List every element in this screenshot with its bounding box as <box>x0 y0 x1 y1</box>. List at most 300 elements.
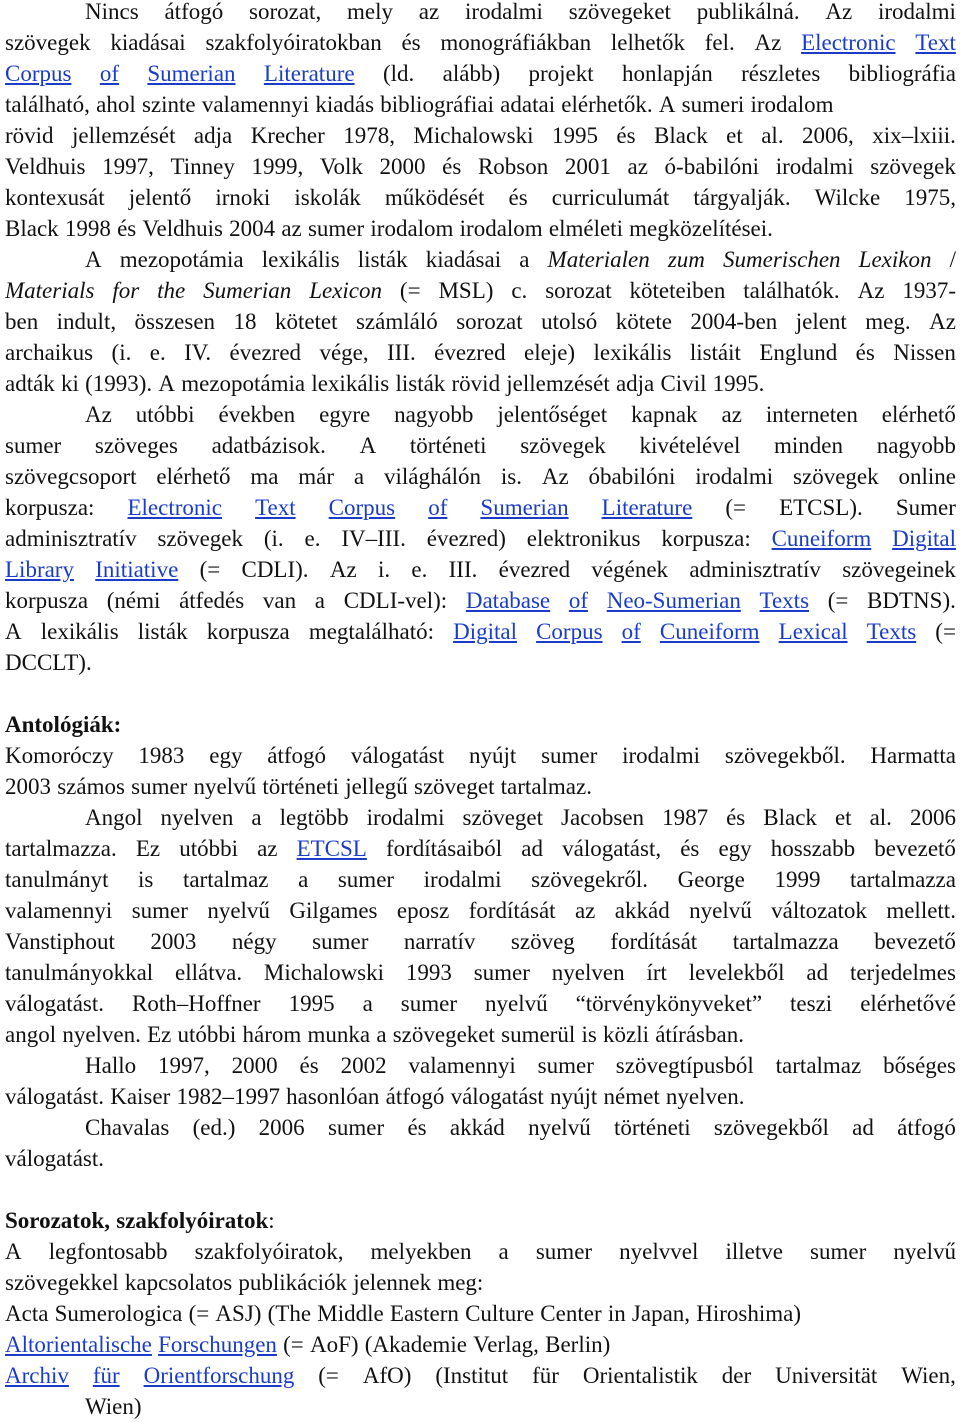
word: években <box>218 402 296 427</box>
hyperlink-word[interactable]: Texts <box>759 588 810 613</box>
word: Az <box>825 0 853 24</box>
word: kiadás <box>315 92 375 117</box>
word: 18 <box>233 309 257 334</box>
hyperlink-word[interactable]: Forschungen <box>158 1332 277 1357</box>
hyperlink-word[interactable]: of <box>568 588 589 613</box>
text-line <box>5 1329 956 1360</box>
text-line <box>5 771 956 802</box>
word: Civil <box>660 371 707 396</box>
word: ad <box>806 960 829 985</box>
word: és <box>401 30 421 55</box>
word: Nissen <box>893 340 956 365</box>
word: 1999, <box>251 154 304 179</box>
word: 2000 <box>231 1053 278 1078</box>
text-line <box>5 120 956 151</box>
hyperlink-word[interactable]: Corpus <box>5 61 72 86</box>
word: Wien, <box>901 1363 956 1388</box>
word: sorozat, <box>249 0 322 24</box>
word: DCCLT). <box>5 650 92 675</box>
word: angol <box>5 1022 57 1047</box>
hyperlink-word[interactable]: of <box>621 619 641 644</box>
word: irodalmi <box>622 743 701 768</box>
word: lexikális <box>593 340 672 365</box>
word: egy <box>209 743 243 768</box>
word: irodalmi <box>775 154 854 179</box>
word: archaikus <box>5 340 94 365</box>
word: szövegek <box>520 433 606 458</box>
word: Az <box>754 30 782 55</box>
word: is <box>581 1022 597 1047</box>
word: A <box>5 619 22 644</box>
word: nyelven. <box>62 1022 141 1047</box>
text-line <box>5 0 956 27</box>
word: kiadásai <box>425 247 502 272</box>
word: a <box>498 1239 509 1264</box>
word: Michalowski <box>413 123 534 148</box>
text-line <box>5 461 956 492</box>
word: III. <box>448 557 478 582</box>
hyperlink-word[interactable]: of <box>99 61 119 86</box>
word: Az <box>929 309 956 334</box>
word: meg. <box>865 309 911 334</box>
word: the <box>157 278 186 303</box>
hyperlink-word[interactable]: Digital <box>892 526 956 551</box>
hyperlink-word[interactable]: Text <box>915 30 956 55</box>
word: szövegtípusból <box>615 1053 754 1078</box>
word: ASJ) <box>215 1301 262 1326</box>
word: tartalmazza <box>850 867 956 892</box>
word: adták <box>5 371 55 396</box>
word: lexikális <box>40 619 119 644</box>
word: válogatást, <box>562 836 662 861</box>
text-line <box>5 1050 956 1081</box>
word: (némi <box>106 588 161 613</box>
word: történeti <box>409 433 487 458</box>
word: korpusza <box>206 619 290 644</box>
word: listák <box>137 619 188 644</box>
text-line <box>5 616 956 647</box>
word: összesen <box>134 309 216 334</box>
word: Hallo <box>85 1053 137 1078</box>
word: munka <box>307 1022 371 1047</box>
text-line <box>5 368 956 399</box>
word: nyújt <box>468 743 517 768</box>
text-line <box>5 585 956 616</box>
word: (1993). <box>85 371 153 396</box>
word: a <box>353 464 365 489</box>
text-line <box>5 275 956 306</box>
word: minden <box>774 433 844 458</box>
word: AfO) <box>362 1363 412 1388</box>
text-line <box>5 58 956 89</box>
paragraph-gap <box>5 678 956 709</box>
text-line <box>5 709 956 740</box>
word: 1995 <box>288 991 335 1016</box>
word: vége, <box>319 340 369 365</box>
word: és <box>855 340 875 365</box>
hyperlink-word[interactable]: Electronic <box>801 30 896 55</box>
word: Veldhuis <box>5 154 86 179</box>
text-line <box>5 1236 956 1267</box>
word: köteteiben <box>629 278 726 303</box>
word: elérhetővé <box>860 991 956 1016</box>
word: és <box>442 154 462 179</box>
word: elérhető <box>881 402 956 427</box>
word: és <box>680 836 700 861</box>
word: szövegeinek <box>842 557 956 582</box>
word: A <box>158 371 176 396</box>
word: működését <box>384 185 485 210</box>
word: ben <box>5 309 39 334</box>
hyperlink-word[interactable]: Library <box>5 557 74 582</box>
word: Angol <box>85 805 143 830</box>
word: Roth–Hoffner <box>131 991 261 1016</box>
word: jelentőséget <box>497 402 608 427</box>
hyperlink-word[interactable]: ETCSL <box>296 836 367 861</box>
word: sumerül <box>501 1022 576 1047</box>
word: nyelvű <box>207 898 270 923</box>
word: és <box>117 216 137 241</box>
word: listák <box>357 247 408 272</box>
word: tartalmaz. <box>500 774 592 799</box>
word: 2006, <box>802 123 854 148</box>
word: Nincs <box>85 0 139 24</box>
word: Black <box>5 216 59 241</box>
word: Universität <box>775 1363 878 1388</box>
hyperlink-word[interactable]: Digital <box>453 619 517 644</box>
word: teszi <box>790 991 833 1016</box>
word: kötetet <box>274 309 338 334</box>
word: nyelvű <box>484 991 548 1016</box>
word: al. <box>869 805 892 830</box>
word: interneten <box>765 402 858 427</box>
word: akkád <box>449 1115 505 1140</box>
word: válogatást. <box>5 991 104 1016</box>
word: sumer <box>473 960 530 985</box>
word: megközelítései. <box>629 216 773 241</box>
word: utolsó <box>541 309 598 334</box>
text-line <box>5 1112 956 1143</box>
word: (ld. <box>382 61 415 86</box>
word: 2003 <box>5 774 51 799</box>
hyperlink-word[interactable]: Cuneiform <box>659 619 760 644</box>
word: sumer <box>400 991 457 1016</box>
word: BDTNS). <box>867 588 956 613</box>
word: mellett. <box>886 898 956 923</box>
word: Englund <box>759 340 838 365</box>
word: végének <box>591 557 669 582</box>
word: szöveg <box>510 929 575 954</box>
word: Krecher <box>250 123 325 148</box>
word: elektronikus <box>526 526 641 551</box>
text-line <box>5 957 956 988</box>
word: Jacobsen <box>561 805 645 830</box>
word: projekt <box>528 61 594 86</box>
hyperlink-word[interactable]: für <box>92 1363 120 1388</box>
word: AoF) <box>309 1332 359 1357</box>
text-line <box>5 89 956 120</box>
hyperlink-word[interactable]: Cuneiform <box>771 526 872 551</box>
word: lexikális <box>311 371 390 396</box>
word: ellátva. <box>175 960 243 985</box>
hyperlink-word[interactable]: Sumerian <box>480 495 569 520</box>
word: nagyobb <box>394 402 474 427</box>
word: online <box>898 464 956 489</box>
word: sumer <box>5 433 62 458</box>
word: átfogó <box>164 0 224 24</box>
word: bőséges <box>883 1053 956 1078</box>
word: átfedés <box>179 588 245 613</box>
paragraph-gap <box>5 1174 956 1205</box>
text-line <box>5 492 956 523</box>
word: valamennyi <box>408 1053 516 1078</box>
word: IV. <box>184 340 212 365</box>
word: der <box>721 1363 752 1388</box>
word: et <box>726 123 743 148</box>
word: indult, <box>56 309 117 334</box>
word: változatok <box>771 898 867 923</box>
hyperlink-word[interactable]: Corpus <box>536 619 603 644</box>
word: Komoróczy <box>5 743 114 768</box>
text-line <box>5 1143 956 1174</box>
word: mezopotámia <box>181 371 306 396</box>
text-line <box>5 647 956 678</box>
word: legtöbb <box>279 805 349 830</box>
word: történeti <box>262 774 339 799</box>
word: átfogó <box>897 1115 956 1140</box>
hyperlink-word[interactable]: Altorientalische <box>5 1332 152 1357</box>
word: ma <box>250 464 279 489</box>
word: átfogó <box>385 1084 445 1109</box>
word: válogatást. <box>5 1146 104 1171</box>
text-line <box>5 430 956 461</box>
hyperlink-word[interactable]: Text <box>255 495 296 520</box>
word: levelekből <box>688 960 785 985</box>
word: (= <box>188 1301 210 1326</box>
word: Materials <box>5 278 95 303</box>
word: 2001 <box>564 154 611 179</box>
word: curriculumát <box>551 185 670 210</box>
word: közli <box>602 1022 649 1047</box>
word: i. <box>377 557 391 582</box>
text-line <box>5 27 956 58</box>
word: (= <box>399 278 421 303</box>
hyperlink-word[interactable]: of <box>428 495 448 520</box>
word: számláló <box>355 309 438 334</box>
word: irodalmi <box>366 805 445 830</box>
word: Sumer <box>895 495 956 520</box>
word: (Akademie <box>364 1332 467 1357</box>
word: irodalmi <box>465 0 543 24</box>
word: 2006 <box>258 1115 305 1140</box>
word: monográfiákban <box>440 30 592 55</box>
word: kapnak <box>631 402 698 427</box>
word: irodalmi <box>423 867 502 892</box>
word: tanulmányokkal <box>5 960 154 985</box>
word: Middle <box>317 1301 384 1326</box>
word: szövegekről. <box>531 867 649 892</box>
text-line <box>5 1391 956 1422</box>
hyperlink-word[interactable]: Literature <box>263 61 355 86</box>
word: fel. <box>704 30 735 55</box>
hyperlink-word[interactable]: Corpus <box>328 495 396 520</box>
text-line <box>5 1267 956 1298</box>
text-line <box>5 151 956 182</box>
word: nyelven. <box>665 1084 745 1109</box>
word: találhatók. <box>743 278 840 303</box>
text-line <box>5 740 956 771</box>
word: és <box>616 123 636 148</box>
hyperlink-word[interactable]: Initiative <box>95 557 179 582</box>
word: kivételével <box>639 433 741 458</box>
word: a <box>362 991 373 1016</box>
word: A <box>5 1239 22 1264</box>
word: eposz <box>396 898 450 923</box>
word: 2000 <box>379 154 426 179</box>
word: szakfolyóiratokban <box>205 30 382 55</box>
word: az <box>418 0 440 24</box>
word: bevezető <box>874 836 956 861</box>
hyperlink-word[interactable]: Electronic <box>127 495 222 520</box>
word: Tinney <box>170 154 235 179</box>
hyperlink-word[interactable]: Texts <box>866 619 917 644</box>
word: publikálná. <box>696 0 800 24</box>
word: Sorozatok, <box>5 1208 110 1233</box>
word: sumer <box>312 929 369 954</box>
word: utóbbi <box>177 1022 237 1047</box>
word: három <box>242 1022 302 1047</box>
text-line <box>5 988 956 1019</box>
word: Materialen <box>547 247 650 272</box>
word: lexikális <box>261 247 340 272</box>
word: (i. <box>111 340 132 365</box>
word: Center <box>540 1301 602 1326</box>
hyperlink-word[interactable]: Sumerian <box>147 61 236 86</box>
word: valamennyi <box>201 92 310 117</box>
word: ad <box>852 1115 874 1140</box>
word: Az <box>857 278 885 303</box>
word: irnoki <box>215 185 271 210</box>
word: 1997, <box>102 154 154 179</box>
word: Az <box>541 464 569 489</box>
word: CDLI). <box>241 557 309 582</box>
word: III. <box>387 340 416 365</box>
word: mezopotámia <box>119 247 244 272</box>
word: / <box>949 247 956 272</box>
word: tartalmaz <box>775 1053 862 1078</box>
word: nyelven <box>160 805 234 830</box>
word: elérhetők. <box>561 92 653 117</box>
word: átfogó <box>267 743 327 768</box>
word: tanulmányt <box>5 867 109 892</box>
word: adja <box>193 123 233 148</box>
hyperlink-word[interactable]: Archiv <box>5 1363 69 1388</box>
hyperlink-word[interactable]: Neo-Sumerian <box>606 588 741 613</box>
word: Lexikon <box>858 247 932 272</box>
text-line <box>5 337 956 368</box>
word: 2003 <box>150 929 197 954</box>
word: nyelvű <box>689 898 752 923</box>
word: valamennyi <box>5 898 113 923</box>
word: Ez <box>147 1022 172 1047</box>
text-line <box>5 1205 956 1236</box>
word: a <box>376 1022 387 1047</box>
word: szövegeket <box>568 0 671 24</box>
word: átírásban. <box>655 1022 744 1047</box>
text-line <box>5 182 956 213</box>
word: 2004 <box>229 216 276 241</box>
word: 1987 <box>662 805 709 830</box>
word: (ed.) <box>192 1115 236 1140</box>
text-line <box>5 802 956 833</box>
word: történeti <box>613 1115 691 1140</box>
word: évezred) <box>426 526 506 551</box>
word: 1983 <box>138 743 185 768</box>
word: Gilgames <box>289 898 378 923</box>
word: óbabilóni <box>588 464 676 489</box>
word: terjedelmes <box>849 960 956 985</box>
word: sumer <box>535 1239 593 1264</box>
word: szöveges <box>94 433 178 458</box>
word: 1982–1997 <box>176 1084 280 1109</box>
word: és <box>508 185 528 210</box>
text-line <box>5 1298 956 1329</box>
word: szövegek <box>5 30 91 55</box>
word: kontexusát <box>5 185 105 210</box>
word: iskolák <box>294 185 361 210</box>
word: Harmatta <box>870 743 956 768</box>
word: (= <box>318 1363 339 1388</box>
hyperlink-word[interactable]: Database <box>465 588 551 613</box>
word: megtalálható: <box>308 619 434 644</box>
text-line <box>5 306 956 337</box>
word: szöveget <box>414 774 495 799</box>
word: Wilcke <box>814 185 881 210</box>
hyperlink-word[interactable]: Literature <box>601 495 693 520</box>
word: szövegeket <box>392 1022 495 1047</box>
word: Eastern <box>389 1301 459 1326</box>
word: évezred <box>498 557 571 582</box>
word: narratív <box>403 929 476 954</box>
word: Az <box>85 402 112 427</box>
word: tartalmaz <box>182 867 269 892</box>
word: 2004-ben <box>690 309 778 334</box>
word: listáit <box>689 340 741 365</box>
word: szövegekből <box>713 1115 829 1140</box>
word: Acta <box>5 1301 49 1326</box>
word: Kaiser <box>110 1084 171 1109</box>
word: xix–lxiii. <box>872 123 956 148</box>
text-line <box>5 244 956 275</box>
text-line <box>5 523 956 554</box>
word: korpusza: <box>5 495 95 520</box>
word: zum <box>667 247 705 272</box>
word: kiadásai <box>110 30 186 55</box>
text-line <box>5 1360 956 1391</box>
hyperlink-word[interactable]: Orientforschung <box>143 1363 295 1388</box>
word: utóbbi <box>179 836 238 861</box>
word: is <box>138 867 154 892</box>
word: Wien) <box>85 1394 142 1419</box>
word: nyelvű <box>893 1239 956 1264</box>
word: sumer <box>337 867 395 892</box>
word: egy <box>718 836 752 861</box>
word: et <box>834 805 852 830</box>
word: sumeri <box>681 92 745 117</box>
word: sumer <box>537 1053 594 1078</box>
word: négy <box>231 929 277 954</box>
hyperlink-word[interactable]: Lexical <box>778 619 848 644</box>
